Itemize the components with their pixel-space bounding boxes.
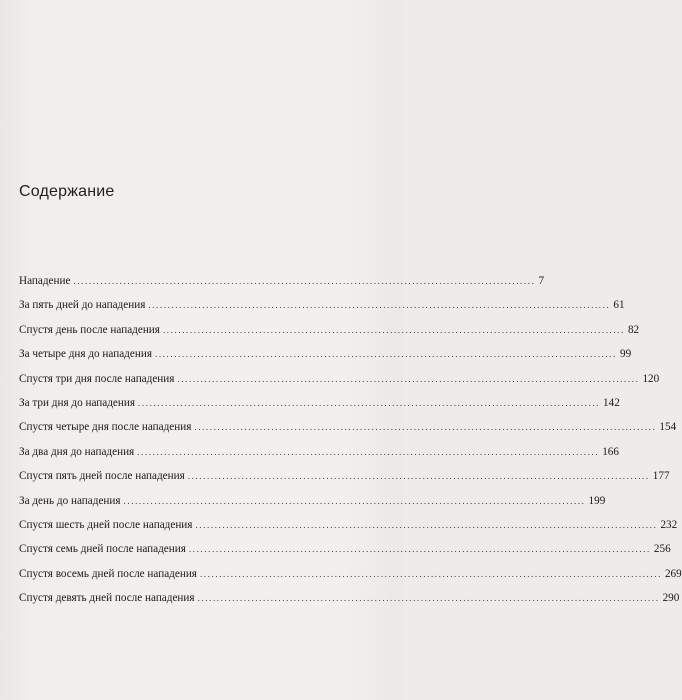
toc-entry bbox=[19, 323, 640, 347]
toc-entry bbox=[19, 591, 680, 615]
toc-entry bbox=[19, 542, 671, 566]
toc-entry bbox=[19, 396, 620, 420]
dot-leader: ........................................................................................................................ bbox=[123, 495, 586, 506]
dot-leader: ........................................................................................................................ bbox=[195, 519, 658, 530]
toc-entry bbox=[19, 298, 625, 322]
toc-entry-label: Спустя девять дней после нападения bbox=[19, 592, 195, 605]
toc-entry-label: За четыре дня до нападения bbox=[19, 348, 152, 361]
dot-leader: ........................................................................................................................ bbox=[148, 300, 611, 311]
toc-entry-page: 269 bbox=[664, 567, 682, 580]
toc-entry bbox=[19, 445, 619, 469]
table-of-contents bbox=[19, 274, 682, 615]
toc-entry-label: Спустя шесть дней после нападения bbox=[19, 518, 193, 531]
toc-entry-page: 232 bbox=[660, 518, 678, 531]
toc-entry bbox=[19, 347, 632, 371]
toc-entry bbox=[19, 518, 678, 542]
dot-leader: ........................................................................................................................ bbox=[162, 324, 625, 335]
toc-entry-page: 199 bbox=[588, 494, 606, 507]
toc-entry-page: 154 bbox=[659, 421, 677, 434]
dot-leader: ........................................................................................................................ bbox=[73, 276, 536, 286]
dot-leader: ........................................................................................................................ bbox=[188, 544, 651, 555]
dot-leader: ........................................................................................................................ bbox=[194, 422, 657, 433]
toc-entry-label: Спустя пять дней после нападения bbox=[19, 470, 185, 483]
toc-entry bbox=[19, 494, 606, 518]
dot-leader: ........................................................................................................................ bbox=[138, 397, 601, 408]
toc-entry-page: 99 bbox=[619, 348, 632, 361]
toc-entry-label: Нападение bbox=[19, 275, 71, 287]
toc-entry-page: 166 bbox=[602, 445, 619, 458]
toc-entry bbox=[19, 567, 682, 591]
toc-entry bbox=[19, 469, 670, 493]
toc-entry-label: За два дня до нападения bbox=[19, 445, 135, 458]
toc-entry-label: За день до нападения bbox=[19, 494, 121, 507]
toc-entry-label: За три дня до нападения bbox=[19, 396, 136, 409]
toc-entry bbox=[19, 372, 660, 396]
toc-entry bbox=[19, 274, 545, 298]
toc-entry-page: 290 bbox=[662, 592, 680, 605]
dot-leader: ........................................................................................................................ bbox=[137, 446, 600, 457]
toc-entry-page: 142 bbox=[603, 396, 620, 409]
toc-entry-page: 120 bbox=[642, 372, 660, 385]
toc-entry-page: 7 bbox=[538, 275, 545, 287]
toc-entry bbox=[19, 420, 677, 444]
toc-entry-page: 177 bbox=[652, 470, 670, 483]
toc-entry-page: 61 bbox=[613, 299, 625, 312]
toc-entry-label: За пять дней до нападения bbox=[19, 299, 146, 312]
dot-leader: ........................................................................................................................ bbox=[197, 593, 660, 604]
dot-leader: ........................................................................................................................ bbox=[199, 568, 662, 579]
toc-entry-label: Спустя три дня после нападения bbox=[19, 372, 175, 385]
toc-entry-label: Спустя четыре дня после нападения bbox=[19, 421, 192, 434]
toc-entry-label: Спустя восемь дней после нападения bbox=[19, 567, 197, 580]
toc-entry-page: 256 bbox=[653, 543, 671, 556]
toc-entry-label: Спустя день после нападения bbox=[19, 323, 160, 336]
dot-leader: ........................................................................................................................ bbox=[177, 373, 640, 384]
dot-leader: ........................................................................................................................ bbox=[154, 349, 617, 360]
dot-leader: ........................................................................................................................ bbox=[187, 471, 650, 482]
toc-title: Содержание bbox=[19, 183, 115, 200]
toc-entry-page: 82 bbox=[627, 323, 640, 336]
toc-entry-label: Спустя семь дней после нападения bbox=[19, 543, 186, 556]
